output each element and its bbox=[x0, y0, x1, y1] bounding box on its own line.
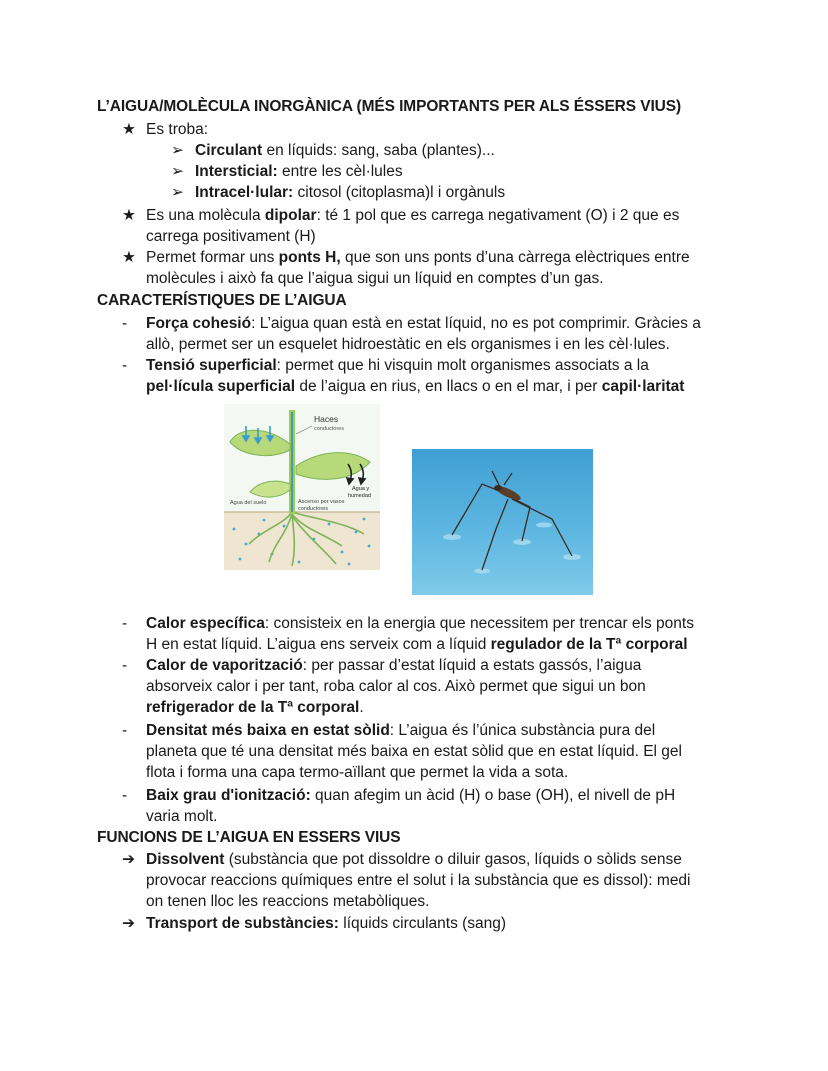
plant-capillarity-illustration bbox=[224, 404, 380, 570]
ponts-line-2: molècules i això fa que l’aigua sigui un líquid en comptes d’un gas. bbox=[146, 270, 604, 287]
dissolvent-line-3: on tenen lloc les reaccions metabòliques. bbox=[146, 893, 430, 910]
label-ascenso: Ascenso por vasos bbox=[298, 499, 345, 505]
dissolvent-line-2: provocar reaccions químiques entre el solut i la substància que es dissol): medi bbox=[146, 872, 691, 889]
label-haces: Haces bbox=[314, 414, 339, 424]
star-bullet-icon: ★ bbox=[122, 121, 136, 138]
densitat-line-1: Densitat més baixa en estat sòlid: L’aigua és l’única substància pura del bbox=[146, 722, 656, 739]
label-agua-del-suelo: Agua del suelo bbox=[230, 500, 267, 506]
dipolar-line-2: carrega positivament (H) bbox=[146, 228, 316, 245]
label-humedad: humedad bbox=[348, 493, 371, 499]
circulant-line: Circulant en líquids: sang, saba (plantes)... bbox=[195, 142, 495, 159]
arrow-right-icon: ➔ bbox=[122, 915, 135, 932]
tensio-line-2: pel·lícula superficial de l’aigua en rius, en llacs o en el mar, i per capil·laritat bbox=[146, 378, 685, 395]
arrow-right-icon: ➔ bbox=[122, 851, 135, 868]
star-bullet-icon: ★ bbox=[122, 249, 136, 266]
water-strider-photo bbox=[412, 449, 593, 595]
label-agua-y: Agua y bbox=[352, 486, 370, 492]
ionitzacio-line-1: Baix grau d'ionització: quan afegim un àcid (H) o base (OH), el nivell de pH bbox=[146, 787, 676, 804]
arrow-bullet-icon: ➢ bbox=[171, 184, 184, 201]
ionitzacio-line-2: varia molt. bbox=[146, 808, 218, 825]
section-title-aigua: L’AIGUA/MOLÈCULA INORGÀNICA (MÉS IMPORTANTS PER ALS ÉSSERS VIUS) bbox=[97, 98, 682, 115]
calor-especifica-line-1: Calor específica: consisteix en la energia que necessitem per trencar els ponts bbox=[146, 615, 694, 632]
dash-bullet: - bbox=[122, 357, 128, 374]
vaporitzacio-line-1: Calor de vaporització: per passar d’estat líquid a estats gassós, l’aigua bbox=[146, 657, 642, 674]
arrow-bullet-icon: ➢ bbox=[171, 142, 184, 159]
dash-bullet: - bbox=[122, 615, 128, 632]
intracellular-line: Intracel·lular: citosol (citoplasma)l i orgànuls bbox=[195, 184, 506, 201]
dipolar-line-1: Es una molècula dipolar: té 1 pol que es carrega negativament (O) i 2 que es bbox=[146, 207, 680, 224]
ponts-line-1: Permet formar uns ponts H, que son uns ponts d’una càrrega elèctriques entre bbox=[146, 249, 690, 266]
dash-bullet: - bbox=[122, 787, 128, 804]
vaporitzacio-line-2: absorveix calor i per tant, roba calor al cos. Això permet que sigui un bon bbox=[146, 678, 646, 695]
star-bullet-icon: ★ bbox=[122, 207, 136, 224]
transport-line: Transport de substàncies: líquids circulants (sang) bbox=[146, 915, 507, 932]
dash-bullet: - bbox=[122, 657, 128, 674]
es-troba-text: Es troba: bbox=[146, 121, 209, 138]
arrow-bullet-icon: ➢ bbox=[171, 163, 184, 180]
dash-bullet: - bbox=[122, 722, 128, 739]
densitat-line-2: planeta que té una densitat més baixa en estat sòlid que en estat líquid. El gel bbox=[146, 743, 682, 760]
tensio-line-1: Tensió superficial: permet que hi visquin molt organismes associats a la bbox=[146, 357, 649, 374]
section-title-caracteristiques: CARACTERÍSTIQUES DE L’AIGUA bbox=[97, 292, 347, 309]
label-ascenso-conductores: conductores bbox=[298, 506, 328, 512]
dissolvent-line-1: Dissolvent (substància que pot dissoldre o diluir gasos, líquids o sòlids sense bbox=[146, 851, 682, 868]
vaporitzacio-line-3: refrigerador de la Tª corporal. bbox=[146, 699, 364, 716]
densitat-line-3: flota i forma una capa termo-aïllant que permet la vida a sota. bbox=[146, 764, 569, 781]
forca-line-2: allò, permet ser un esquelet hidroestàtic en els organismes i en les cèl·lules. bbox=[146, 336, 670, 353]
dash-bullet: - bbox=[122, 315, 128, 332]
intersticial-line: Intersticial: entre les cèl·lules bbox=[195, 163, 403, 180]
calor-especifica-line-2: H en estat líquid. L’aigua ens serveix com a líquid regulador de la Tª corporal bbox=[146, 636, 688, 653]
label-conductores: conductores bbox=[314, 426, 344, 432]
forca-line-1: Força cohesió: L’aigua quan està en estat líquid, no es pot comprimir. Gràcies a bbox=[146, 315, 701, 332]
section-title-funcions: FUNCIONS DE L’AIGUA EN ESSERS VIUS bbox=[97, 829, 401, 846]
